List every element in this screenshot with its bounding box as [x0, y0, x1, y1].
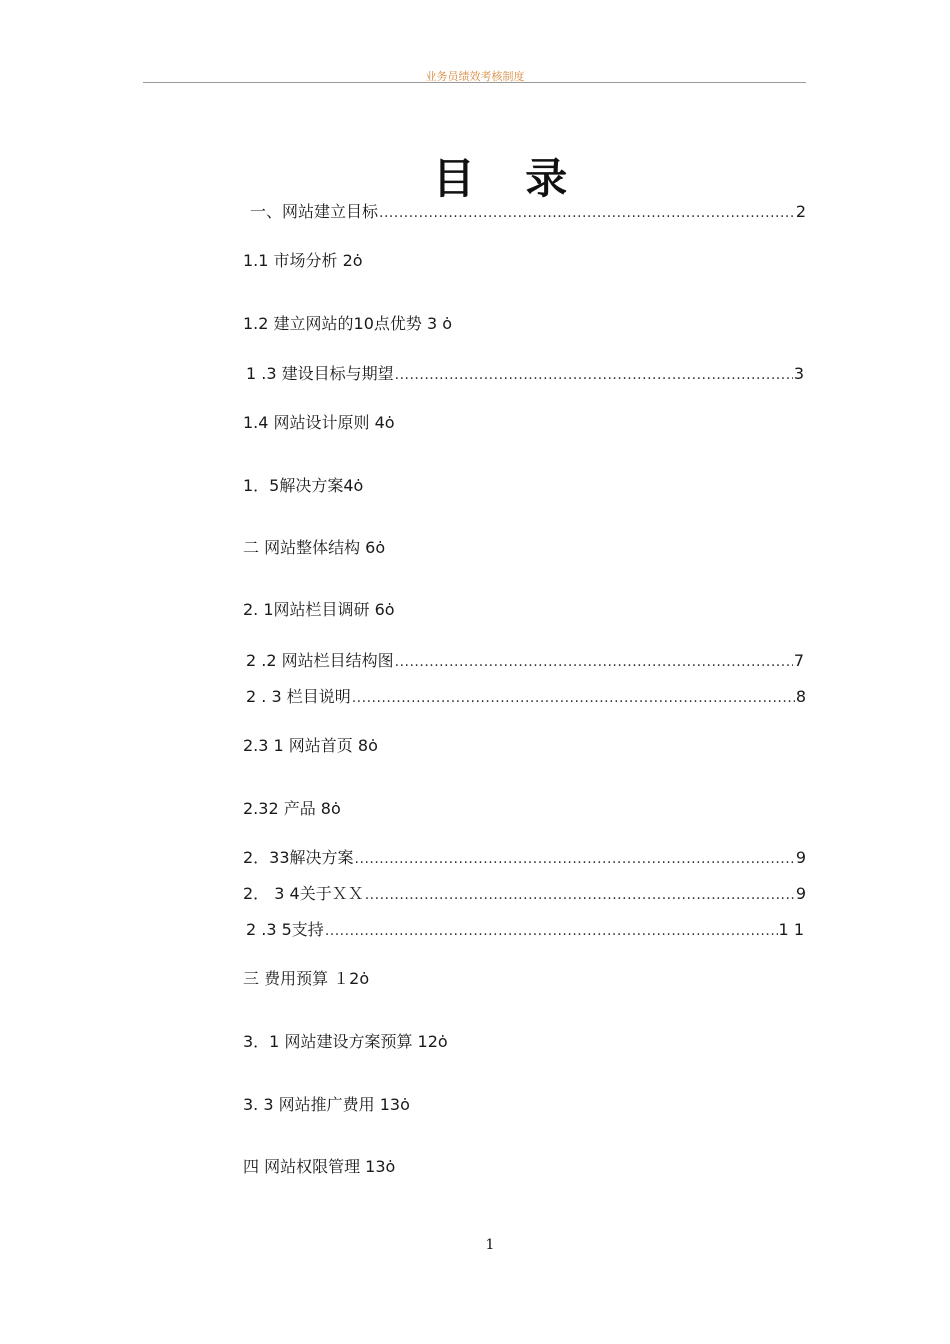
toc-entry-label: 2．33解决方案 [243, 848, 354, 867]
dot-leader [395, 365, 793, 385]
toc-entry: 2. 1网站栏目调研 6ȯ [243, 600, 395, 619]
toc-entry [243, 884, 806, 905]
toc-entry: 四 网站权限管理 13ȯ [243, 1157, 396, 1176]
toc-entry [246, 651, 804, 672]
dot-leader [325, 921, 778, 941]
toc-entry-page: 1 1 [778, 920, 804, 939]
toc-entry: 1．5解决方案4ȯ [243, 476, 364, 495]
toc-entry-label: 2 . 3 栏目说明 [246, 687, 351, 706]
dot-leader [352, 688, 795, 708]
toc-entry [246, 920, 804, 941]
dot-leader [365, 885, 795, 905]
toc-entry: 3．1 网站建设方案预算 12ȯ [243, 1032, 448, 1051]
toc-entry: 三 费用预算 １2ȯ [243, 969, 370, 988]
toc-entry [243, 848, 806, 869]
toc-entry: 1.4 网站设计原则 4ȯ [243, 413, 395, 432]
toc-entry: 2.3 1 网站首页 8ȯ [243, 736, 378, 755]
running-header: 业务员绩效考核制度 [425, 70, 525, 83]
toc-entry-page: 9 [795, 884, 806, 903]
dot-leader [379, 203, 795, 223]
page-number: 1 [485, 1237, 495, 1253]
toc-entry-label: 2 .2 网站栏目结构图 [246, 651, 394, 670]
header-divider [143, 82, 806, 83]
toc-entry [246, 687, 806, 708]
toc-title: 目 录 [432, 154, 586, 203]
toc-entry: 1.1 市场分析 2ȯ [243, 251, 363, 270]
dot-leader [395, 652, 793, 672]
toc-entry-label: 2． 3 4关于ＸＸ [243, 884, 364, 903]
toc-entry-page: 2 [795, 202, 806, 221]
toc-entry-label: 2 .3 5支持 [246, 920, 324, 939]
toc-entry: 2.32 产品 8ȯ [243, 799, 341, 818]
toc-entry-page: 7 [793, 651, 804, 670]
toc-entry-page: 9 [795, 848, 806, 867]
toc-entry [246, 364, 804, 385]
toc-entry-label: 一、网站建立目标 [250, 202, 379, 221]
toc-entry-page: 3 [793, 364, 804, 383]
toc-entry: 3. 3 网站推广费用 13ȯ [243, 1095, 410, 1114]
toc-entry: 二 网站整体结构 6ȯ [243, 538, 386, 557]
toc-entry [250, 202, 806, 223]
toc-entry: 1.2 建立网站的10点优势 3 ȯ [243, 314, 453, 333]
toc-entry-label: 1 .3 建设目标与期望 [246, 364, 394, 383]
toc-entry-page: 8 [795, 687, 806, 706]
dot-leader [355, 849, 795, 869]
